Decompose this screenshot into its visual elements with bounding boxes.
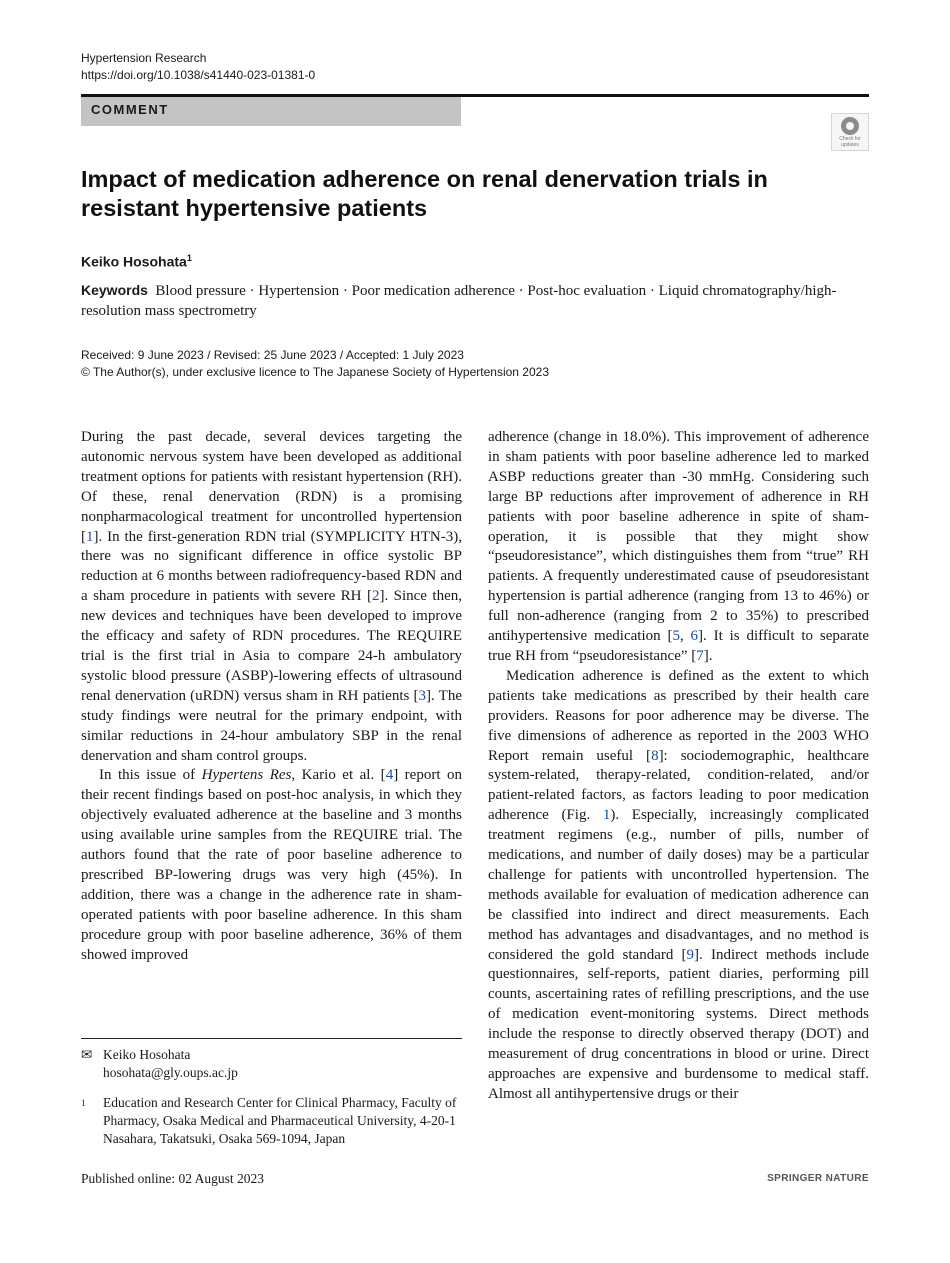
publisher-logo: SPRINGER NATURE xyxy=(767,1173,869,1184)
journal-name: Hypertension Research xyxy=(81,51,207,65)
affiliation-number: 1 xyxy=(81,1098,86,1108)
author-affiliation-marker: 1 xyxy=(186,253,192,263)
history-dates: Received: 9 June 2023 / Revised: 25 June 2023 / Accepted: 1 July 2023 xyxy=(81,348,464,362)
citation-link[interactable]: 4 xyxy=(385,767,394,784)
correspondence xyxy=(81,1046,462,1082)
journal-header xyxy=(81,50,315,84)
envelope-icon: ✉ xyxy=(81,1047,93,1062)
copyright-line: © The Author(s), under exclusive licence to The Japanese Society of Hypertension 2023 xyxy=(81,365,549,379)
keywords-list: Blood pressure · Hypertension · Poor medication adherence · Post-hoc evaluation · Liquid chromatography/high-resolution mass spectrometry xyxy=(81,283,837,319)
doi-link[interactable]: https://doi.org/10.1038/s41440-023-01381-0 xyxy=(81,68,316,82)
published-date: Published online: 02 August 2023 xyxy=(81,1171,265,1186)
citation-link[interactable]: 5 xyxy=(672,628,680,645)
dates-block xyxy=(81,347,549,381)
citation-link[interactable]: 1 xyxy=(86,528,94,545)
paragraph-3: adherence (change in 18.0%). This improvement of adherence in sham patients with poor baseline adherence led to marked ASBP reductions greater than -30 mmHg. Considering such large BP reductions after improvement of adherence in RH patients with poor baseline adherence in spite of sham-operation, it is possible that they might show “pseudoresistance”, which distinguishes them from “true” RH patients. A frequently underestimated cause of pseudoresistant hypertension is partial adherence (ranging from 13 to 46%) or full non-adherence (ranging from 2 to 35%) to prescribed antihypertensive medication [5, 6]. It is difficult to separate true RH from “pseudoresistance” [7]. xyxy=(488,429,869,664)
article-title: Impact of medication adherence on renal denervation trials in resistant hypertensive patients xyxy=(81,166,768,221)
keywords-label: Keywords xyxy=(81,282,148,298)
check-for-updates-badge[interactable] xyxy=(831,113,869,151)
left-column xyxy=(81,428,462,965)
citation-link[interactable]: 7 xyxy=(696,647,704,664)
paragraph-4: Medication adherence is defined as the extent to which patients take medications as prescribed by their health care providers. Reasons for poor adherence may be diverse. The five dimensions of adherence as reported in the 2003 WHO Report remain useful [8]: sociodemographic, healthcare system-related, therapy-related, condition-related, and/or patient-related factors, as factors leading to poor medication adherence (Fig. 1). Especially, increasingly complicated treatment regimens (e.g., number of pills, number of medications, and number of daily doses) may be a particular challenge for patients with uncontrolled hypertension. The methods available for evaluation of medication adherence can be classified into indirect and direct measurements. Each method has advantages and disadvantages, and no method is considered the gold standard [9]. Indirect methods include questionnaires, self-reports, patient diaries, performing pill counts, ascertaining rates of refilling prescriptions, and the use of medication event-monitoring systems. Direct methods include the response to directly observed therapy (DOT) and measurement of drug concentrations in blood or urine. Direct approaches are expensive and burdensome to medical staff. Almost all antihypertensive drugs or their xyxy=(488,667,870,1102)
paragraph-1: During the past decade, several devices targeting the autonomic nervous system have been developed as additional treatment options for patients with resistant hypertension (RH). Of these, renal denervation (RDN) is a promising nonpharmacological treatment for uncontrolled hypertension [1]. In the first-generation RDN trial (SYMPLICITY HTN-3), there was no significant difference in office systolic BP reduction at 6 months between radiofrequency-based RDN and a sham procedure in patients with severe RH [2]. Since then, new devices and techniques have been developed to improve the efficacy and safety of RDN procedures. The REQUIRE trial is the first trial in Asia to compare 24-h ambulatory systolic blood pressure (ASBP)-lowering effects of ultrasound renal denervation (uRDN) versus sham in RH patients [3]. The study findings were neutral for the primary endpoint, with similar reductions in 24-hour ambulatory SBP in the renal denervation and sham control groups. xyxy=(81,429,463,764)
badge-text: Check for updates xyxy=(839,136,861,148)
citation-link[interactable]: 6 xyxy=(690,628,699,645)
citation-link[interactable]: 2 xyxy=(371,588,380,605)
section-label: COMMENT xyxy=(91,102,169,117)
paragraph-2: In this issue of Hypertens Res, Kario et al. [4] report on their recent findings based on post-hoc analysis, in which they objectively evaluated adherence at the baseline and 3 months using available urine samples from the REQUIRE trial. The authors found that the rate of poor baseline adherence to prescribed BP-lowering drugs was very high (45%). In addition, there was a change in the adherence rate in sham-operated patients with poor baseline adherence. In this sham procedure group with poor baseline adherence, 36% of them showed improved xyxy=(81,767,462,963)
author-line xyxy=(81,249,192,271)
figure-link[interactable]: 1 xyxy=(602,807,611,824)
footnote-rule xyxy=(81,1038,462,1039)
corr-name: Keiko Hosohata xyxy=(103,1047,191,1062)
citation-link[interactable]: 9 xyxy=(686,946,695,963)
keywords xyxy=(81,280,871,321)
affiliation xyxy=(81,1094,462,1148)
corr-email[interactable]: hosohata@gly.oups.ac.jp xyxy=(103,1065,238,1080)
citation-link[interactable]: 8 xyxy=(651,747,659,764)
citation-link[interactable]: 3 xyxy=(418,687,427,704)
affiliation-text: Education and Research Center for Clinical Pharmacy, Faculty of Pharmacy, Osaka Medical and Pharmaceutical University, 4-20-1 Nasahara, Takatsuki, Osaka 569-1094, Japan xyxy=(103,1095,457,1146)
right-column xyxy=(488,428,869,1105)
author-name[interactable]: Keiko Hosohata xyxy=(81,253,187,270)
check-updates-icon xyxy=(841,117,859,135)
journal-abbrev: Hypertens Res xyxy=(201,767,292,784)
